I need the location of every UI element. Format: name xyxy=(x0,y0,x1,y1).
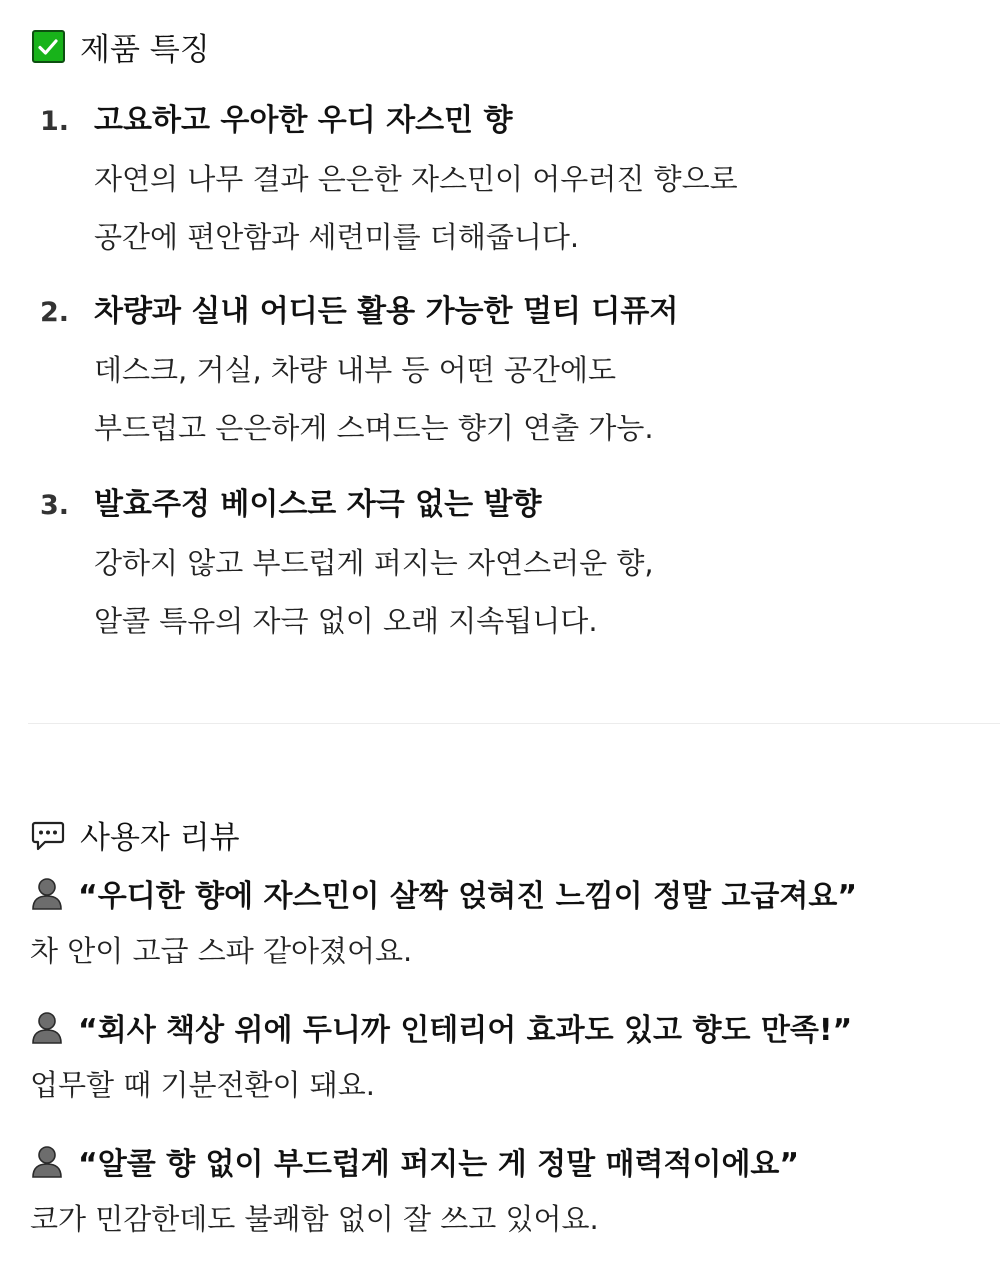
feature-description-line: 공간에 편안함과 세련미를 더해줍니다. xyxy=(94,220,580,254)
feature-number: 3. xyxy=(40,490,70,521)
feature-description-line: 데스크, 거실, 차량 내부 등 어떤 공간에도 xyxy=(94,353,616,387)
features-heading xyxy=(30,24,210,69)
review-quote: “알콜 향 없이 부드럽게 퍼지는 게 정말 매력적이에요” xyxy=(78,1147,800,1182)
review-text: 업무할 때 기분전환이 돼요. xyxy=(30,1068,376,1102)
feature-number: 1. xyxy=(40,106,70,137)
feature-number: 2. xyxy=(40,297,70,328)
person-avatar-icon xyxy=(30,876,64,910)
feature-title: 발효주정 베이스로 자극 없는 발향 xyxy=(94,487,542,522)
review-item xyxy=(30,864,980,980)
speech-bubble-icon xyxy=(30,817,66,853)
review-quote: “우디한 향에 자스민이 살짝 얹혀진 느낌이 정말 고급져요” xyxy=(78,879,858,914)
feature-item xyxy=(40,283,980,457)
features-heading-text: 제품 특징 xyxy=(80,32,210,68)
person-avatar-icon xyxy=(30,1010,64,1044)
features-list xyxy=(40,92,980,669)
check-mark-button-icon xyxy=(30,29,66,65)
section-divider xyxy=(28,723,1000,724)
feature-description-line: 자연의 나무 결과 은은한 자스민이 어우러진 향으로 xyxy=(94,162,738,196)
review-quote: “회사 책상 위에 두니까 인테리어 효과도 있고 향도 만족!” xyxy=(78,1013,853,1048)
review-item xyxy=(30,1132,980,1248)
feature-description-line: 알콜 특유의 자극 없이 오래 지속됩니다. xyxy=(94,604,598,638)
feature-title: 차량과 실내 어디든 활용 가능한 멀티 디퓨저 xyxy=(94,294,679,329)
feature-description-line: 부드럽고 은은하게 스며드는 향기 연출 가능. xyxy=(94,411,654,445)
reviews-heading xyxy=(30,812,240,857)
person-avatar-icon xyxy=(30,1144,64,1178)
feature-title: 고요하고 우아한 우디 자스민 향 xyxy=(94,103,513,138)
feature-item xyxy=(40,476,980,650)
review-text: 코가 민감한데도 불쾌함 없이 잘 쓰고 있어요. xyxy=(30,1202,599,1236)
feature-item xyxy=(40,92,980,266)
reviews-heading-text: 사용자 리뷰 xyxy=(80,820,240,856)
feature-description-line: 강하지 않고 부드럽게 퍼지는 자연스러운 향, xyxy=(94,546,654,580)
review-item xyxy=(30,998,980,1114)
reviews-list xyxy=(30,864,980,1266)
review-text: 차 안이 고급 스파 같아졌어요. xyxy=(30,934,413,968)
